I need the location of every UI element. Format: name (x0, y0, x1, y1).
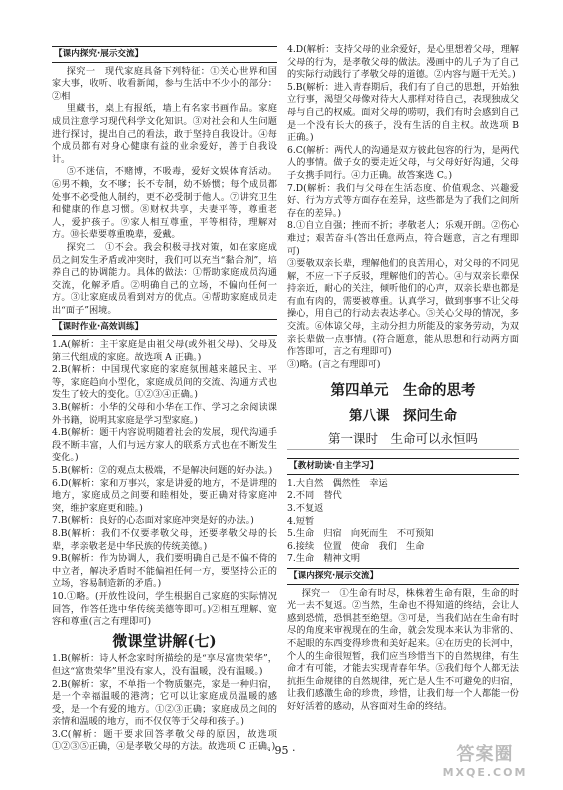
mc-item: 2.B(解析：家，不单指一个物质躯壳，家是一种归宿，是一个幸福温暖的港湾；它可以让家庭成员温暖的感受，是一个有爱的地方。①②③正确；家庭成员之间的亲情和温暖的地方，而不仅仅等于父母和孩子。) (52, 678, 277, 728)
hw-item: 8.B(解析：我们不仅要孝敬父母，还要孝敬父母的长辈，孝亲敬老是中华民族的传统美德。) (52, 527, 277, 552)
exploration-two (52, 242, 277, 318)
hw-item: 2.B(解析：中国现代家庭的家庭氛围越来越民主、平等，家庭趋向小型化，家庭成员间的交流、沟通方式也发生了较大的变化。①②③④正确。) (52, 364, 277, 401)
guide-item: 6.接续 位置 使命 我们 生命 (287, 540, 425, 552)
rtop-item: 4.D(解析：支持父母的业余爱好，是心里想着父母，理解父母的行为，是孝敬父母的做法。漫画中的儿子为了自己的实际行动践行了孝敬父母的道德。②内容与题干无关。) (287, 44, 519, 81)
hw-item: 5.B(解析：②的观点太极端，不是解决问题的好办法。) (52, 465, 273, 476)
guide-answers (287, 478, 519, 566)
guide-item: 4.短暂 (287, 515, 315, 527)
hw-item: 7.B(解析：良好的心态面对家庭冲突是好的办法。) (52, 515, 254, 527)
left-column (52, 44, 277, 754)
watermark-logo (420, 740, 550, 786)
rtop-item: ③要敬双亲长辈，理解他们的良苦用心，对父母的不同见解，不应一下子反驳，理解他们的苦心。④与双亲长辈保持亲近，耐心的关注，倾听他们的心声，双亲长辈也都是有血有肉的，需要被尊重。认真学习，做到事事不让父母操心，用自己的行动去表达孝心。⑤关心父母的情况，多交流。⑥体谅父母，主动分担力所能及的家务劳动，为双亲长辈做一点事情。(符合题意，能从思想和行动两方面作答即可，言之有理即可) (287, 258, 519, 358)
guide-item: 5.生命 归宿 向死而生 不可预知 (287, 528, 434, 540)
hw-item: 4.B(解析：题干内容说明随着社会的发展，现代沟通手段不断丰富，人们与远方家人的联系方式也在不断发生变化。) (52, 427, 277, 464)
ex1-item: 里藏书，桌上有报纸，墙上有名家书画作品。家庭成员注意学习现代科学文化知识。③对社会和人生问题进行探讨，提出自己的看法，敢于坚持自我设计。④每个成员都有对身心健康有益的业余爱好，善于自我设计。 (52, 103, 277, 165)
exploration-text: 探究一 ①生命有时尽，株株着生命有限，生命的时光一去不复返。②当然，生命也不得知道的终结，会让人感到恐慌，恐惧甚至绝望。③可是，当我们站在生命有时尽的角度来审视现在的生命，就会发现本来认为非常的、不起眼的东西变得珍贵和美好起来。④在历史的长河中，个人的生命很短暂，我们应当珍惜当下的自然规律，有生命才有可能，才能去实现青春年华。⑤我们每个人都无法抗拒生命规律的自然规律，死亡是人生不可避免的归宿，让我们感激生命的珍贵，珍惜，让我们每一个人都能一份好好活着的感动，从容面对生命的终结。 (287, 587, 519, 712)
ex1-item: 探究一 现代家庭具备下列特征：①关心世界和国家大事，收听、收看新闻，参与生活中不少小的部分：②相 (52, 65, 277, 102)
section-header-homework: 【课时作业·高效训练】 (52, 319, 277, 336)
hw-item: 9.B(解析：作为协调人，我们要明确自己是不偏不倚的中立者，解决矛盾时不能偏袒任何一方，要坚持公正的立场，容易制造新的矛盾。) (52, 553, 277, 590)
guide-item: 2.不同 替代 (287, 490, 342, 502)
rtop-item: 8.①自立自强；挫而不折；孝敬老人；乐观开朗。②伤心难过；艰苦奋斗(答出任意两点，符合题意，言之有理即可) (287, 220, 519, 257)
mc-item: 1.B(解析：诗人杯念家时所描绘的是“享尽富贵荣华”，但这“富贵荣华”里没有家人，没有温暖，没有温暖。) (52, 653, 277, 677)
guide-item: 7.生命 精神文明 (287, 553, 361, 565)
unit-title: 第四单元 生命的思考 (330, 382, 476, 400)
hw-item: 3.B(解析：小华的父母和小华在工作、学习之余阅读课外书籍，说明其家庭是学习型家庭。) (52, 402, 277, 426)
page-number: · 95 · (267, 744, 296, 757)
rtop-item: 7.D(解析：我们与父母在生活态度、价值观念、兴趣爱好、行为方式等方面存在差异，这些都是为了我们之间所存在的差异。) (287, 182, 519, 219)
homework-answers (52, 339, 277, 629)
guide-item: 1.大自然 偶然性 幸运 (287, 477, 388, 489)
watermark-top: 答案圈 (456, 744, 514, 765)
ex1-item: ⑤不迷信，不赌博，不吸毒，爱好文娱体育活动。⑥男不赖，女不嗲；长不专制，幼不娇惯；每个成员都处事不必受他人制约，更不必受制于他人。⑦讲究卫生和健康的作息习惯。⑧财权共享，夫妻平等，尊重老人，爱护孩子。⑨家人相互尊重，平等相待，理解对方。⑩长辈要尊重晚辈，爱戴。 (52, 166, 277, 241)
section-header-guide: 【教材助读·自主学习】 (287, 458, 519, 475)
ex2-item: 探究二 ①不会。我会积极寻找对策，如在家庭成员之间发生矛盾或冲突时，我们可以充当“黏合剂”，培养自己的协调能力。具体的做法：①帮助家庭成员沟通交流，化解矛盾。②明确自己的立场，不偏向任何一方。③让家庭成员看到对方的优点。④帮助家庭成员走出“面子”困境。 (52, 241, 277, 316)
hw-item: 10.①略。(开放性设问，学生根据自己家庭的实际情况回答，作答任选中华传统美德等即可。)②相互理解、宽容和尊重(言之有理即可) (52, 590, 277, 628)
hw-item: 6.D(解析：家和万事兴，家是讲爱的地方，不是讲理的地方，家庭成员之间要和睦相处，要正确对待家庭冲突，维护家庭更和睦。) (52, 477, 277, 514)
lesson-title: 第八课 探问生命 (349, 408, 457, 425)
rtop-item: 5.B(解析：进入青春期后，我们有了自己的思想，开始独立行事，渴望父母像对待大人那样对待自己，表现独成父母与自己的权威。面对父母的唠叨，我们有时会感到自己是一个没有长大的孩子，没有生活的自主权。故选项 B 正确。) (287, 81, 519, 144)
micro-lesson-title: 微课堂讲解(七) (112, 631, 217, 650)
continued-answers (287, 44, 519, 371)
watermark-bottom: MXQE.COM (442, 766, 528, 779)
section-header-inclass: 【课内探究·展示交流】 (52, 46, 277, 63)
exploration-one (52, 66, 277, 242)
period-title: 第一课时 生命可以永恒吗 (287, 433, 519, 451)
section-header-inclass-2: 【课内探究·展示交流】 (287, 568, 519, 585)
rtop-item: ③)略。(言之有理即可) (287, 358, 381, 370)
right-column (287, 44, 519, 714)
guide-item: 3.不复返 (287, 503, 324, 514)
micro-lesson-answers (52, 653, 277, 754)
hw-item: 1.A(解析：主干家庭是由祖父母(或外祖父母)、父母及第三代组成的家庭。故选项 A 正确。) (52, 339, 277, 363)
mc-item: 3.C(解析：题干要求回答孝敬父母的原因，故选项①②③⑤正确，④是孝敬父母的方法。故选项 C 正确。) (52, 728, 277, 753)
rtop-item: 6.C(解析：两代人的沟通是双方彼此包容的行为，是两代人的事情。做子女的要走近父母，与父母好好沟通，父母子女携手同行。④力正确。故答案选 C。) (287, 144, 519, 181)
